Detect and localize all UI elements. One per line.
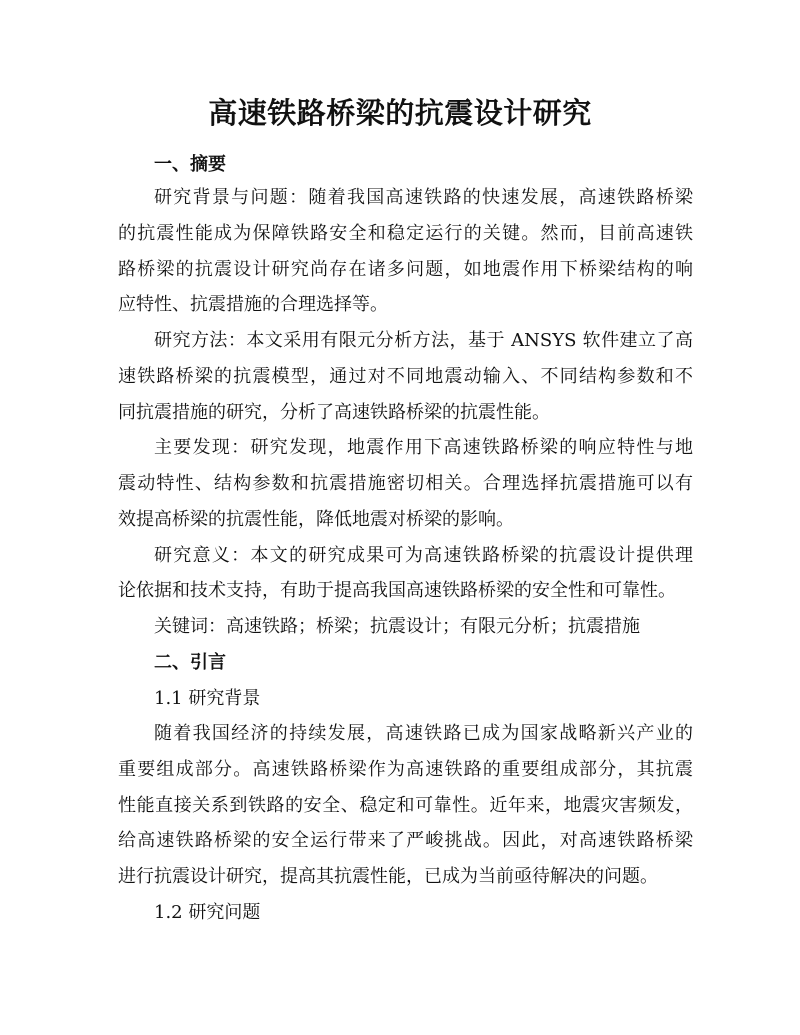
paragraph-line: 主要发现：研究发现，地震作用下高速铁路桥梁的响应特性与地 [154,437,693,458]
paragraph-line: 应特性、抗震措施的合理选择等。 [118,294,388,315]
paragraph-line: 震动特性、结构参数和抗震措施密切相关。合理选择抗震措施可以有 [118,473,693,494]
subsection-heading: 1.1 研究背景 [154,688,261,709]
paragraph-line: 给高速铁路桥梁的安全运行带来了严峻挑战。因此，对高速铁路桥梁 [118,830,693,851]
paragraph-line: 论依据和技术支持，有助于提高我国高速铁路桥梁的安全性和可靠性。 [118,580,676,601]
document-title: 高速铁路桥梁的抗震设计研究 [208,96,592,130]
introduction-heading: 二、引言 [154,652,226,673]
paragraph-line: 效提高桥梁的抗震性能，降低地震对桥梁的影响。 [118,509,514,530]
paragraph-line: 速铁路桥梁的抗震模型，通过对不同地震动输入、不同结构参数和不 [118,366,693,387]
paragraph-line: 研究方法：本文采用有限元分析方法，基于 ANSYS 软件建立了高 [154,330,693,351]
paragraph-line: 研究意义：本文的研究成果可为高速铁路桥梁的抗震设计提供理 [154,545,693,566]
keywords-line: 关键词：高速铁路；桥梁；抗震设计；有限元分析；抗震措施 [154,616,640,637]
paragraph-line: 重要组成部分。高速铁路桥梁作为高速铁路的重要组成部分，其抗震 [118,759,693,780]
paragraph-line: 性能直接关系到铁路的安全、稳定和可靠性。近年来，地震灾害频发， [118,795,693,816]
paragraph-line: 路桥梁的抗震设计研究尚存在诸多问题，如地震作用下桥梁结构的响 [118,259,693,280]
paragraph-line: 随着我国经济的持续发展，高速铁路已成为国家战略新兴产业的 [154,723,693,744]
paragraph-line: 的抗震性能成为保障铁路安全和稳定运行的关键。然而，目前高速铁 [118,223,693,244]
paragraph-line: 同抗震措施的研究，分析了高速铁路桥梁的抗震性能。 [118,402,550,423]
paragraph-line: 研究背景与问题：随着我国高速铁路的快速发展，高速铁路桥梁 [154,187,693,208]
subsection-heading: 1.2 研究问题 [154,902,261,923]
abstract-heading: 一、摘要 [154,154,226,175]
paragraph-line: 进行抗震设计研究，提高其抗震性能，已成为当前亟待解决的问题。 [118,866,658,887]
